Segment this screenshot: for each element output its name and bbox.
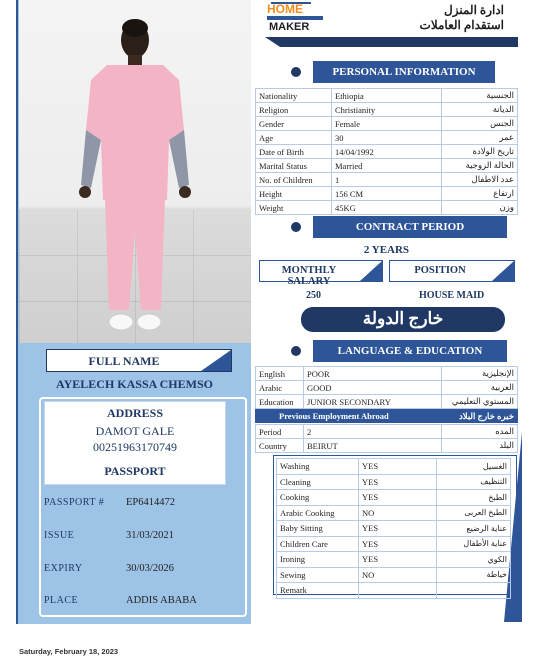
skill-row-label: Cooking [277, 490, 359, 506]
personal-info-row [256, 159, 518, 173]
personal-info-row-arabic-label: تاريخ الولادة [442, 145, 518, 159]
skill-row-label: Baby Sitting [277, 521, 359, 537]
skill-row [277, 552, 511, 568]
language-row [256, 395, 518, 409]
skill-row-arabic-label: عناية الرضيع [437, 521, 511, 537]
previous-employment-row-arabic-label: المده [442, 425, 518, 439]
candidate-figure [19, 0, 251, 343]
language-row-label: Education [256, 395, 304, 409]
personal-info-row-arabic-label: وزن [442, 201, 518, 215]
language-education-title: LANGUAGE & EDUCATION [337, 345, 483, 357]
personal-info-row [256, 117, 518, 131]
language-education-header [313, 340, 507, 362]
skill-row-value [359, 583, 437, 599]
passport-number-label: PASSPORT # [44, 497, 105, 508]
skill-row-label: Cleaning [277, 474, 359, 490]
header-bar [265, 37, 518, 47]
skill-row-label: Arabic Cooking [277, 505, 359, 521]
monthly-salary-box [259, 260, 383, 287]
corner-triangle [360, 261, 382, 281]
skills-table [276, 458, 511, 599]
personal-info-row-value: Female [332, 117, 442, 131]
skill-row [277, 474, 511, 490]
personal-info-row-label: Nationality [256, 89, 332, 103]
skill-row-value: YES [359, 474, 437, 490]
passport-label: PASSPORT [104, 464, 166, 478]
personal-info-row-label: Height [256, 187, 332, 201]
language-row-label: Arabic [256, 381, 304, 395]
language-row [256, 367, 518, 381]
contract-years: 2 YEARS [363, 244, 410, 256]
address-line-2: 00251963170749 [93, 440, 177, 454]
position-box [389, 260, 515, 282]
address-box [44, 401, 226, 485]
contract-period-header [313, 216, 507, 238]
personal-info-row-value: 1 [332, 173, 442, 187]
personal-info-row [256, 187, 518, 201]
contract-period-title: CONTRACT PERIOD [355, 221, 465, 233]
skill-row [277, 490, 511, 506]
personal-info-title: PERSONAL INFORMATION [332, 66, 476, 78]
previous-employment-title-ar: خبره خارج البلاد [458, 411, 514, 421]
full-name-value: AYELECH KASSA CHEMSO [56, 377, 213, 391]
personal-info-row [256, 131, 518, 145]
language-row-label: English [256, 367, 304, 381]
cv-sheet [16, 0, 522, 624]
section-bullet [291, 67, 301, 77]
personal-info-row-label: Age [256, 131, 332, 145]
skill-row-arabic-label: عناية الأطفال [437, 536, 511, 552]
skill-row-label: Remark [277, 583, 359, 599]
language-row-arabic-label: العربية [442, 381, 518, 395]
full-name-label: FULL NAME [88, 354, 160, 368]
skill-row-value: YES [359, 459, 437, 475]
previous-employment-header [255, 409, 518, 423]
right-panel [251, 0, 522, 624]
passport-number-value: EP6414472 [126, 497, 176, 508]
skill-row-arabic-label: خياطة [437, 567, 511, 583]
personal-info-row-value: Married [332, 159, 442, 173]
skills-box [273, 455, 517, 595]
skill-row-arabic-label: التنظيف [437, 474, 511, 490]
section-bullet [291, 222, 301, 232]
passport-expiry-value: 30/03/2026 [126, 563, 174, 574]
language-row [256, 381, 518, 395]
personal-info-row-value: 45KG [332, 201, 442, 215]
personal-info-row-label: Weight [256, 201, 332, 215]
personal-info-header [313, 61, 495, 83]
full-name-label-box [46, 349, 232, 372]
skill-row-label: Sewing [277, 567, 359, 583]
previous-employment-row-value: BEIRUT [304, 439, 442, 453]
home-maker-logo [267, 2, 323, 36]
skill-row-arabic-label: الطبخ العربى [437, 505, 511, 521]
passport-issue-label: ISSUE [44, 530, 75, 541]
language-row-value: GOOD [304, 381, 442, 395]
position-value: HOUSE MAID [419, 290, 485, 301]
personal-info-row-label: Date of Birth [256, 145, 332, 159]
logo-bar [267, 16, 323, 20]
skill-row-value: NO [359, 505, 437, 521]
skill-row-value: YES [359, 536, 437, 552]
monthly-salary-label: MONTHLY SALARY [281, 265, 337, 287]
corner-triangle [492, 261, 514, 281]
skill-row-arabic-label: الطبخ [437, 490, 511, 506]
skill-row-label: Children Care [277, 536, 359, 552]
personal-info-row-arabic-label: الديانة [442, 103, 518, 117]
previous-employment-row-value: 2 [304, 425, 442, 439]
personal-info-row-arabic-label: الجنسية [442, 89, 518, 103]
personal-info-row-label: Marital Status [256, 159, 332, 173]
skill-row [277, 521, 511, 537]
personal-info-row [256, 173, 518, 187]
personal-info-row-arabic-label: الجنس [442, 117, 518, 131]
personal-info-row-value: Christianity [332, 103, 442, 117]
previous-employment-row-label: Period [256, 425, 304, 439]
personal-info-row-value: 156 CM [332, 187, 442, 201]
previous-employment-row-arabic-label: البلد [442, 439, 518, 453]
language-table [255, 366, 518, 409]
previous-employment-row [256, 439, 518, 453]
personal-info-row-arabic-label: ارتفاع [442, 187, 518, 201]
skill-row-arabic-label: الغسيل [437, 459, 511, 475]
personal-info-row [256, 201, 518, 215]
logo-home-text: HOME [267, 2, 303, 16]
personal-info-row-value: Ethiopia [332, 89, 442, 103]
logo-maker-text: MAKER [269, 21, 310, 33]
footer-date: Saturday, February 18, 2023 [19, 647, 119, 656]
address-line-1: DAMOT GALE [95, 424, 175, 438]
skill-row-value: NO [359, 567, 437, 583]
personal-info-row-arabic-label: عمر [442, 131, 518, 145]
arabic-header [420, 3, 504, 33]
passport-place-label: PLACE [44, 595, 79, 606]
personal-info-row-label: No. of Children [256, 173, 332, 187]
skill-row-value: YES [359, 490, 437, 506]
monthly-salary-value: 250 [306, 290, 321, 301]
position-label: POSITION [414, 265, 466, 276]
passport-issue-value: 31/03/2021 [126, 530, 174, 541]
skill-row [277, 567, 511, 583]
skill-row-arabic-label [437, 583, 511, 599]
skill-row-value: YES [359, 521, 437, 537]
skill-row [277, 536, 511, 552]
skill-row-arabic-label: الكوي [437, 552, 511, 568]
previous-employment-title: Previous Employment Abroad [279, 411, 389, 421]
personal-info-row-value: 30 [332, 131, 442, 145]
personal-info-row [256, 89, 518, 103]
personal-info-row [256, 145, 518, 159]
previous-employment-row [256, 425, 518, 439]
arabic-header-line-1: ادارة المنزل [444, 3, 504, 17]
candidate-photo [19, 0, 251, 343]
personal-info-row-label: Religion [256, 103, 332, 117]
previous-employment-table [255, 424, 518, 453]
language-row-arabic-label: الإنجليزية [442, 367, 518, 381]
section-bullet [291, 346, 301, 356]
skill-row-value: YES [359, 552, 437, 568]
personal-info-row-label: Gender [256, 117, 332, 131]
address-label: ADDRESS [106, 406, 163, 420]
personal-info-row-value: 14/04/1992 [332, 145, 442, 159]
skill-row-label: Washing [277, 459, 359, 475]
address-passport-card [39, 397, 247, 617]
personal-info-row [256, 103, 518, 117]
skill-row [277, 459, 511, 475]
language-row-value: POOR [304, 367, 442, 381]
personal-info-table [255, 88, 518, 215]
left-panel [18, 0, 251, 624]
passport-expiry-label: EXPIRY [44, 563, 83, 574]
skill-row-label: Ironing [277, 552, 359, 568]
passport-place-value: ADDIS ABABA [126, 595, 197, 606]
personal-info-row-arabic-label: عدد الاطفال [442, 173, 518, 187]
arabic-header-line-2: استقدام العاملات [419, 18, 504, 32]
language-row-arabic-label: المستوي التعليمي [442, 395, 518, 409]
skill-row [277, 505, 511, 521]
abroad-badge: خارج الدولة [301, 307, 505, 332]
skill-row [277, 583, 511, 599]
previous-employment-row-label: Country [256, 439, 304, 453]
language-row-value: JUNIOR SECONDARY [304, 395, 442, 409]
corner-triangle [201, 350, 231, 371]
personal-info-row-arabic-label: الحالة الزوجية [442, 159, 518, 173]
